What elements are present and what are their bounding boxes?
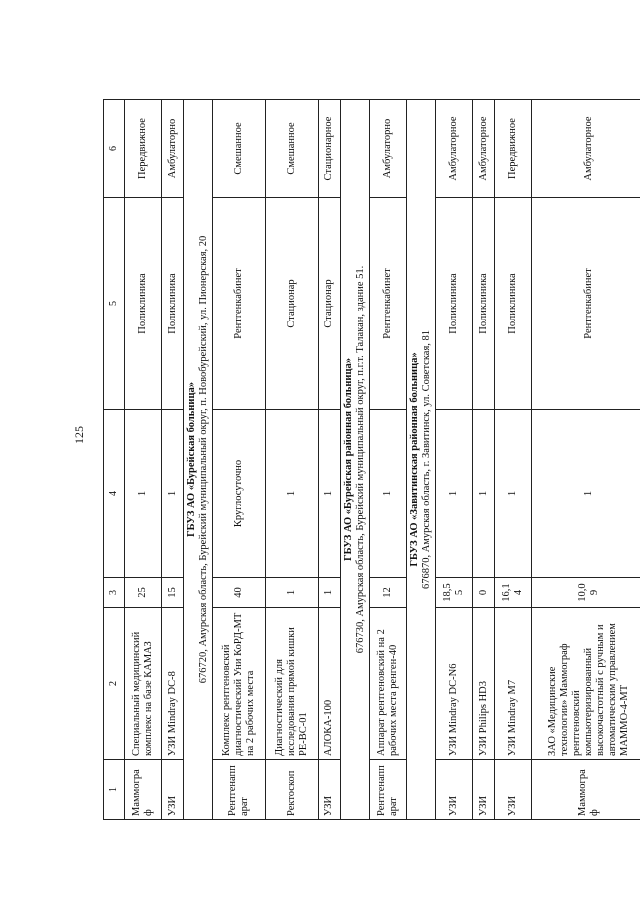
column-number-6: 6 bbox=[104, 100, 125, 198]
cell-device: Диагностический для исследования прямой кишки РЕ-ВС-01 bbox=[265, 608, 318, 760]
organization-address: 676730, Амурская область, Бурейский муниципальный округ, п.г.т. Талакан, здание 51. bbox=[354, 265, 366, 654]
cell-device: Специальный медицинский комплекс на базе КАМАЗ bbox=[125, 608, 162, 760]
cell-mode: Амбулаторно bbox=[162, 100, 184, 198]
cell-device: АЛОКА-100 bbox=[318, 608, 340, 760]
column-number-5: 5 bbox=[104, 198, 125, 410]
column-number-2: 2 bbox=[104, 608, 125, 760]
column-number-1: 1 bbox=[104, 760, 125, 820]
cell-location: Стационар bbox=[265, 198, 318, 410]
cell-shifts: 1 bbox=[369, 410, 406, 578]
organization-header bbox=[406, 100, 435, 820]
cell-mode: Смешанное bbox=[265, 100, 318, 198]
cell-count: 1 bbox=[318, 578, 340, 608]
cell-device: Аппарат рентгеновский на 2 рабочих места ренген-40 bbox=[369, 608, 406, 760]
organization-header-row bbox=[184, 100, 213, 820]
equipment-row bbox=[125, 100, 162, 820]
organization-address: 676870, Амурская область, г. Завитинск, ул. Советская, 81 bbox=[420, 329, 432, 590]
cell-count: 16,14 bbox=[495, 578, 532, 608]
cell-shifts: 1 bbox=[436, 410, 473, 578]
cell-location: Рентгенкабинет bbox=[532, 198, 640, 410]
cell-count: 15 bbox=[162, 578, 184, 608]
cell-type: Маммограф bbox=[532, 760, 640, 820]
cell-type: Ректоскоп bbox=[265, 760, 318, 820]
cell-mode: Передвижное bbox=[495, 100, 532, 198]
cell-shifts: 1 bbox=[473, 410, 495, 578]
cell-mode: Амбулаторное bbox=[473, 100, 495, 198]
rotated-page-content bbox=[103, 100, 640, 820]
cell-device: УЗИ Mindray M7 bbox=[495, 608, 532, 760]
cell-type: Рентгенаппарат bbox=[213, 760, 266, 820]
cell-type: УЗИ bbox=[473, 760, 495, 820]
cell-location: Поликлиника bbox=[436, 198, 473, 410]
equipment-row bbox=[369, 100, 406, 820]
cell-count: 10,09 bbox=[532, 578, 640, 608]
cell-device: УЗИ Mindray DC-8 bbox=[162, 608, 184, 760]
cell-location: Поликлиника bbox=[495, 198, 532, 410]
cell-mode: Амбулаторно bbox=[369, 100, 406, 198]
cell-mode: Амбулаторное bbox=[532, 100, 640, 198]
equipment-row bbox=[436, 100, 473, 820]
equipment-table bbox=[103, 99, 640, 820]
cell-shifts: Круглосуточно bbox=[213, 410, 266, 578]
cell-shifts: 1 bbox=[265, 410, 318, 578]
cell-count: 12 bbox=[369, 578, 406, 608]
equipment-row bbox=[162, 100, 184, 820]
cell-count: 18,55 bbox=[436, 578, 473, 608]
cell-device: ЗАО «Медицинские технологии» Маммограф рентгеновский компьютеризированный высокочастотный с ручным и автоматическим управлением МАММО-4-МТ bbox=[532, 608, 640, 760]
column-number-row bbox=[104, 100, 125, 820]
organization-address: 676720, Амурская область, Бурейский муниципальный округ, п. Новобурейский, ул. Пионерская, 20 bbox=[198, 235, 210, 684]
cell-shifts: 1 bbox=[495, 410, 532, 578]
organization-header-row bbox=[406, 100, 435, 820]
cell-type: Маммограф bbox=[125, 760, 162, 820]
cell-count: 0 bbox=[473, 578, 495, 608]
organization-header bbox=[184, 100, 213, 820]
cell-location: Стационар bbox=[318, 198, 340, 410]
cell-shifts: 1 bbox=[532, 410, 640, 578]
equipment-row bbox=[532, 100, 640, 820]
cell-mode: Смешанное bbox=[213, 100, 266, 198]
column-number-4: 4 bbox=[104, 410, 125, 578]
cell-count: 25 bbox=[125, 578, 162, 608]
cell-location: Поликлиника bbox=[473, 198, 495, 410]
equipment-row bbox=[318, 100, 340, 820]
cell-location: Рентгенкабинет bbox=[213, 198, 266, 410]
equipment-row bbox=[473, 100, 495, 820]
cell-device: УЗИ Philips HD3 bbox=[473, 608, 495, 760]
organization-name: ГБУЗ АО «Бурейская районная больница» bbox=[342, 357, 354, 562]
column-number-3: 3 bbox=[104, 578, 125, 608]
cell-count: 40 bbox=[213, 578, 266, 608]
organization-header-row bbox=[340, 100, 369, 820]
cell-count: 1 bbox=[265, 578, 318, 608]
organization-name: ГБУЗ АО «Завитинская районная больница» bbox=[408, 352, 420, 567]
cell-type: Рентгенаппарат bbox=[369, 760, 406, 820]
organization-header bbox=[340, 100, 369, 820]
cell-location: Поликлиника bbox=[125, 198, 162, 410]
cell-device: УЗИ Mindray DC-N6 bbox=[436, 608, 473, 760]
cell-shifts: 1 bbox=[125, 410, 162, 578]
cell-type: УЗИ bbox=[495, 760, 532, 820]
cell-device: Комплекс рентгеновский диагностический Уни КоРД-МТ на 2 рабочих места bbox=[213, 608, 266, 760]
organization-name: ГБУЗ АО «Бурейская больница» bbox=[186, 382, 198, 537]
cell-mode: Передвижное bbox=[125, 100, 162, 198]
cell-type: УЗИ bbox=[162, 760, 184, 820]
equipment-row bbox=[213, 100, 266, 820]
cell-shifts: 1 bbox=[162, 410, 184, 578]
cell-location: Поликлиника bbox=[162, 198, 184, 410]
equipment-row bbox=[265, 100, 318, 820]
cell-type: УЗИ bbox=[436, 760, 473, 820]
cell-location: Рентгенкабинет bbox=[369, 198, 406, 410]
cell-shifts: 1 bbox=[318, 410, 340, 578]
cell-mode: Амбулаторное bbox=[436, 100, 473, 198]
page-number: 125 bbox=[72, 426, 86, 444]
cell-type: УЗИ bbox=[318, 760, 340, 820]
equipment-row bbox=[495, 100, 532, 820]
cell-mode: Стационарное bbox=[318, 100, 340, 198]
